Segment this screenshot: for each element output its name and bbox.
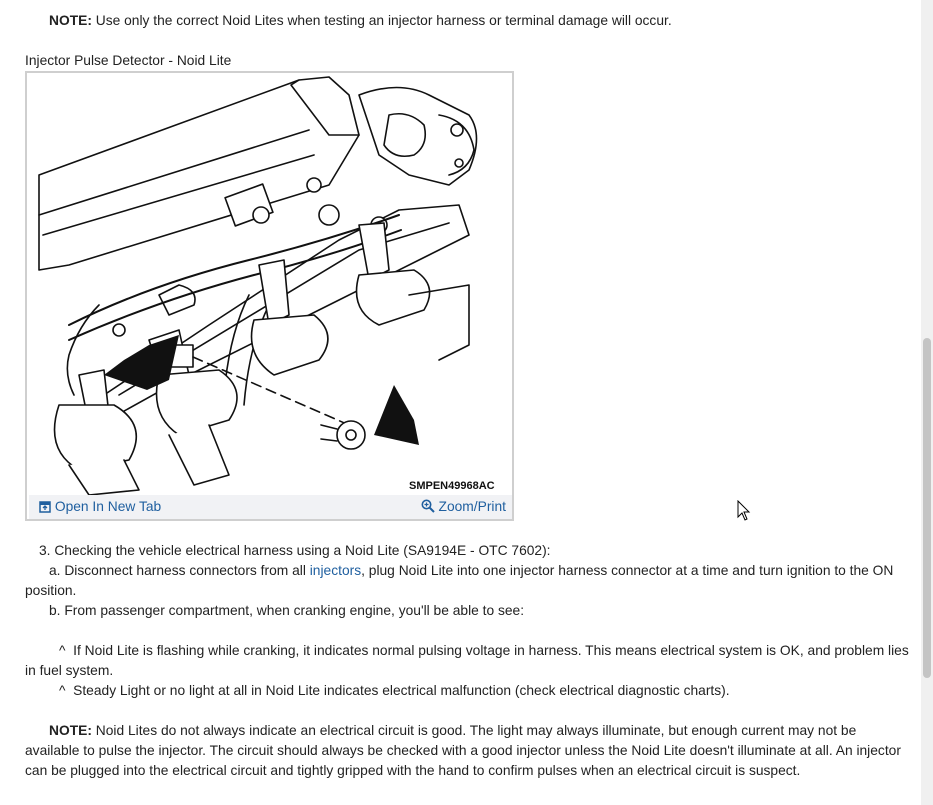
step-b [25, 601, 910, 621]
zoom-print-label: Zoom/Print [438, 499, 506, 514]
step-a-before: a. Disconnect harness connectors from all [49, 563, 310, 578]
open-in-new-tab-label: Open In New Tab [54, 499, 162, 514]
scrollbar-thumb[interactable] [923, 338, 931, 678]
figure-toolbar [29, 495, 512, 519]
step-a [25, 561, 910, 601]
bullet-text: Steady Light or no light at all in Noid Lite indicates electrical malfunction (check electrical diagnostic charts). [73, 683, 730, 698]
caret-icon: ^ [59, 643, 74, 658]
note-text: Noid Lites do not always indicate an electrical circuit is good. The light may always illuminate, but enough current may not be available to pulse the injector. The circuit should always be checked with a good injector unless the Noid Lite doesn't illuminate at all. An injector can be plugged into the electrical circuit and tightly gripped with the hand to confirm pulses when an electrical circuit is suspect. [25, 723, 901, 778]
vertical-scrollbar[interactable] [921, 0, 933, 805]
open-in-new-tab-button[interactable] [39, 499, 161, 514]
step-b-text: b. From passenger compartment, when cranking engine, you'll be able to see: [49, 603, 525, 618]
caret-icon: ^ [59, 683, 74, 698]
note-top [49, 11, 909, 31]
bullet-item [25, 681, 910, 701]
figure-box [25, 71, 514, 521]
step-a-after: , plug Noid Lite into one injector harness connector at a time and turn ignition to the ON position. [25, 563, 894, 598]
note-bottom [25, 721, 910, 781]
note-label: NOTE: [49, 13, 92, 28]
injector-diagram-image[interactable] [29, 75, 512, 495]
open-new-tab-icon [39, 501, 51, 513]
zoom-print-button[interactable] [421, 499, 506, 514]
bullet-text: If Noid Lite is flashing while cranking, it indicates normal pulsing voltage in harness. This means electrical system is OK, and problem lies in fuel system. [25, 643, 909, 678]
note-text: Use only the correct Noid Lites when testing an injector harness or terminal damage will occur. [91, 13, 672, 28]
injector-line-drawing [29, 75, 512, 495]
note-label: NOTE: [49, 723, 92, 738]
bullet-item [25, 641, 910, 681]
zoom-magnifier-icon [421, 499, 435, 513]
image-code-label: SMPEN49968AC [409, 480, 495, 492]
injectors-link[interactable]: injectors [309, 563, 362, 578]
step-3: 3. Checking the vehicle electrical harness using a Noid Lite (SA9194E - OTC 7602): [39, 543, 551, 558]
figure-title: Injector Pulse Detector - Noid Lite [25, 53, 232, 68]
mouse-pointer-icon [737, 500, 751, 522]
